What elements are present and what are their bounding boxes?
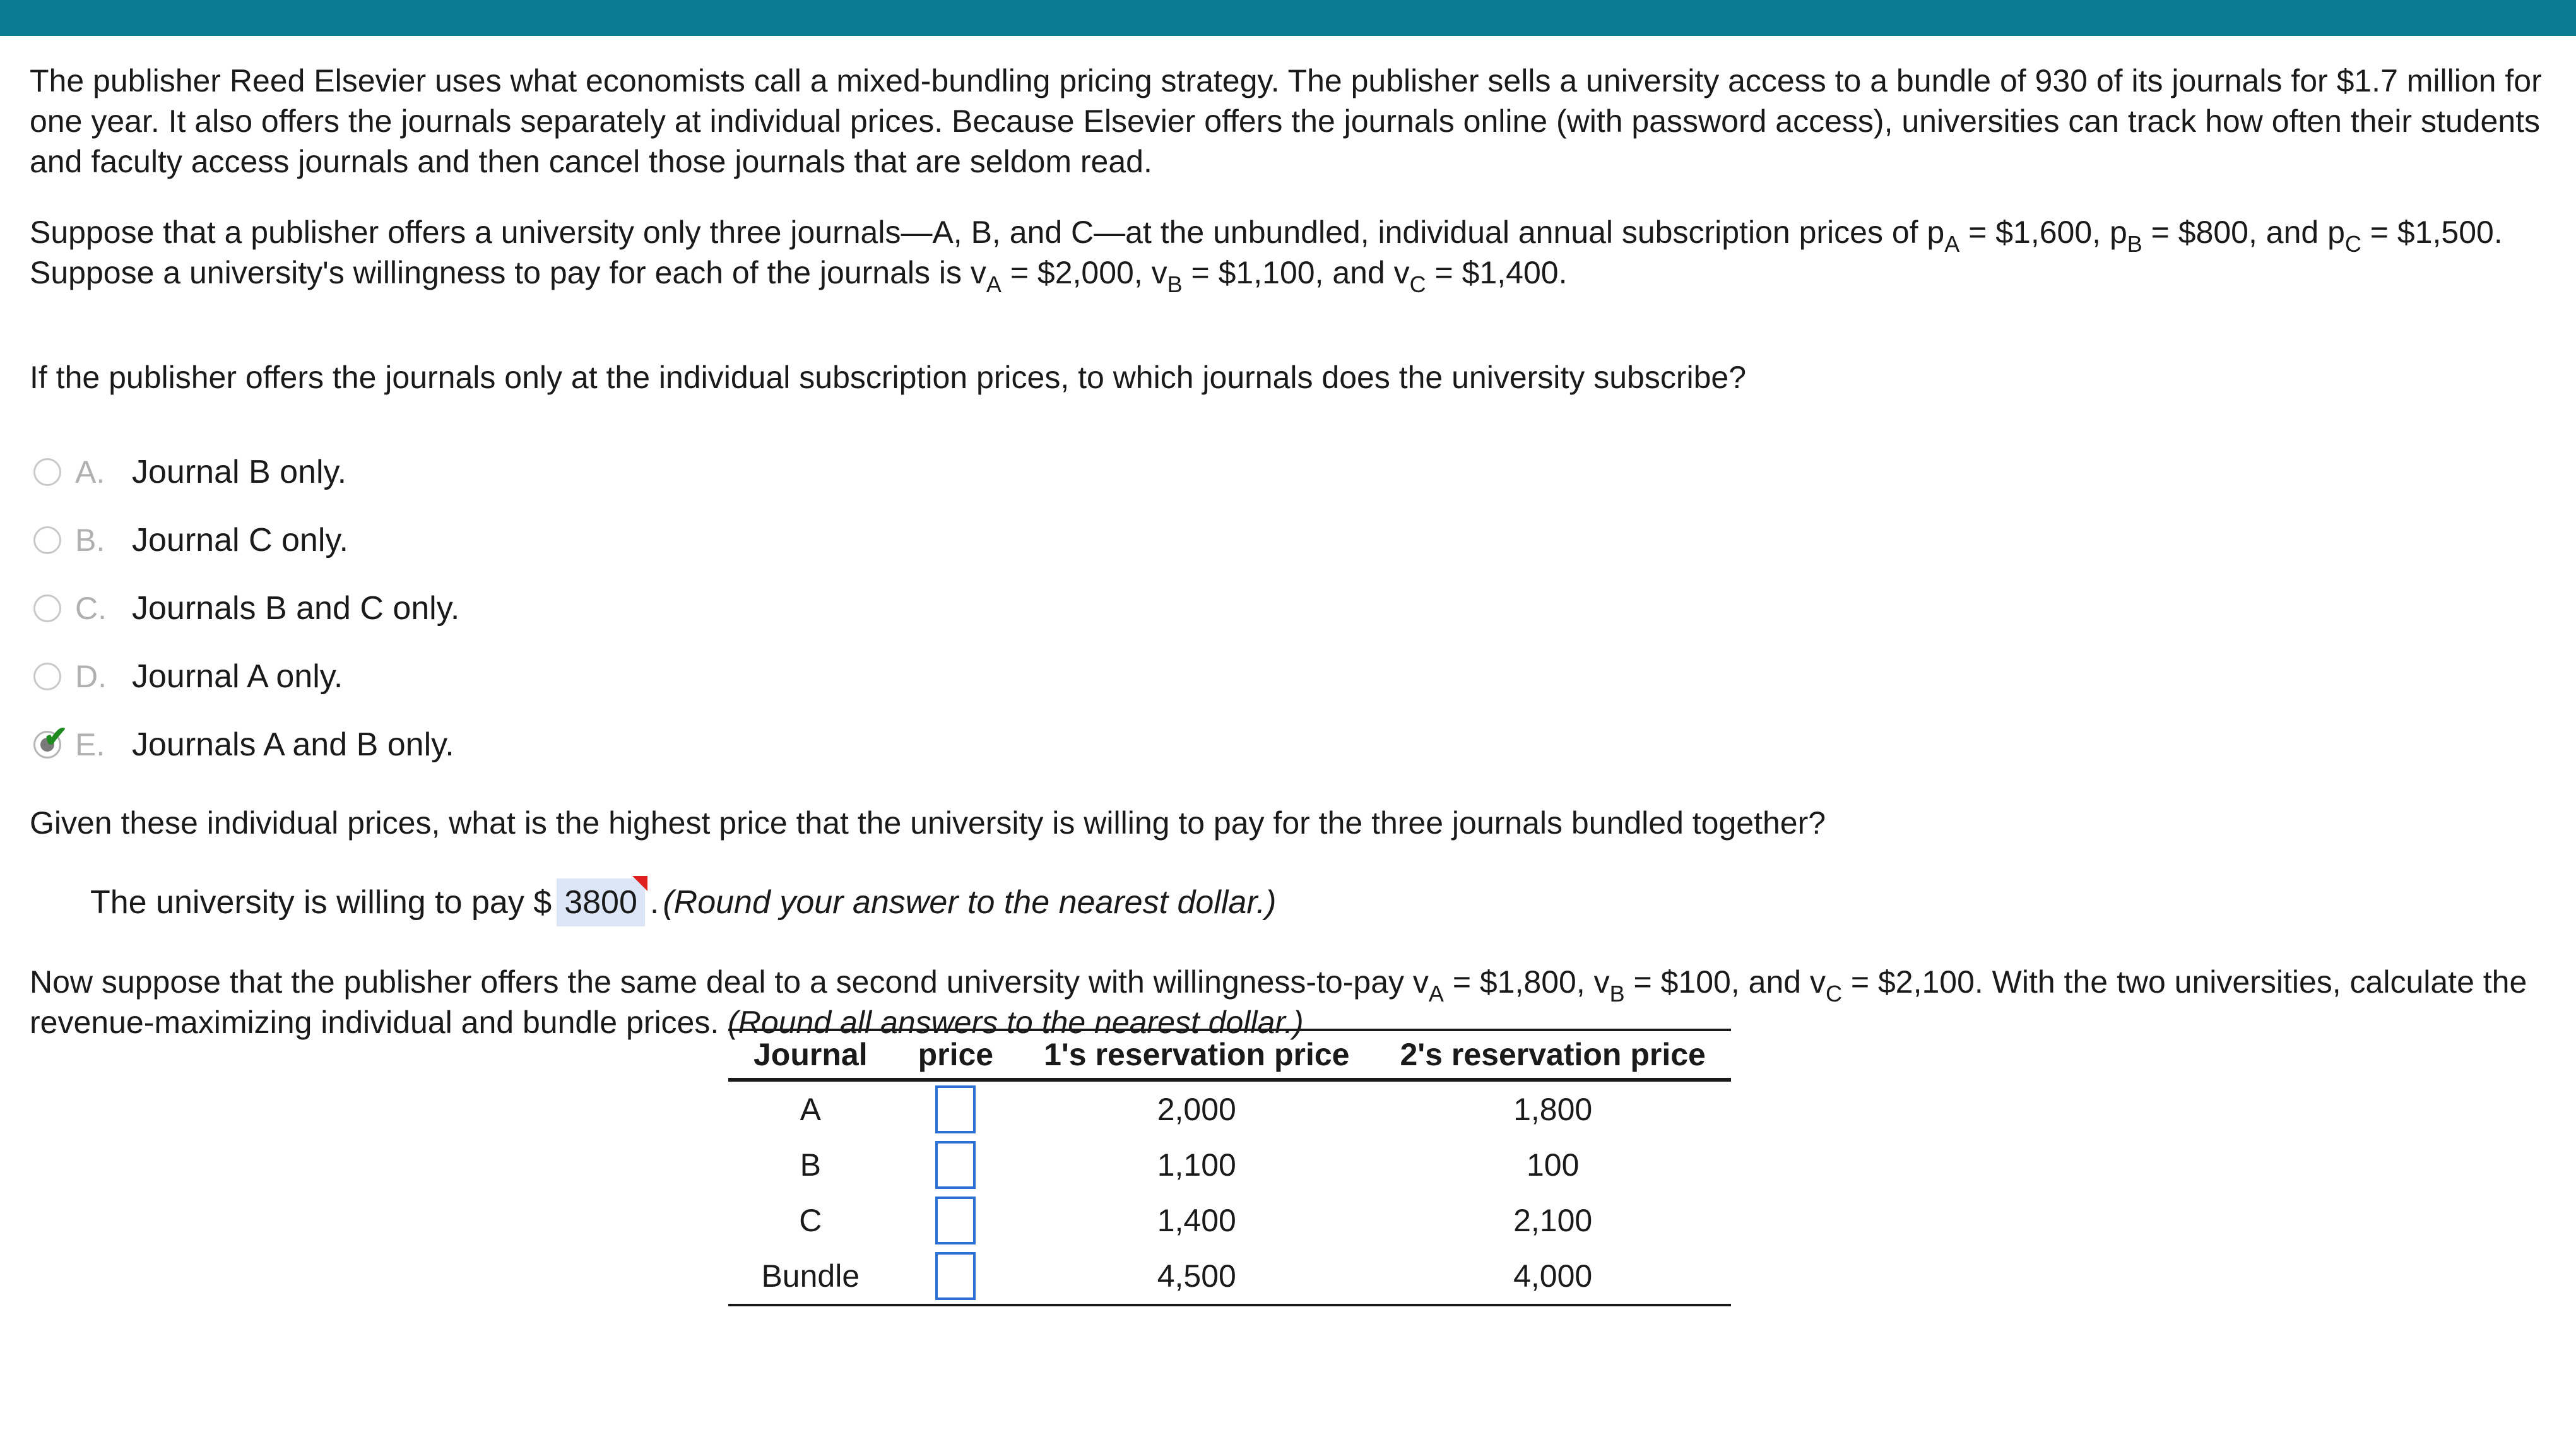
option-text: Journals B and C only. — [132, 590, 460, 627]
radio-button[interactable] — [33, 663, 61, 690]
reservation-2-cell: 1,800 — [1513, 1092, 1593, 1127]
reservation-1-cell: 1,100 — [1157, 1147, 1236, 1183]
option-letter: A. — [75, 454, 105, 490]
option-letter: E. — [75, 727, 105, 762]
price-cell — [893, 1193, 1019, 1248]
journal-cell: Bundle — [728, 1248, 893, 1305]
option-d[interactable] — [33, 642, 459, 711]
reservation-1-cell: 2,000 — [1157, 1092, 1236, 1127]
price-cell — [893, 1080, 1019, 1137]
reservation-2-cell: 2,100 — [1513, 1203, 1593, 1238]
part-3-paragraph: Now suppose that the publisher offers the same deal to a second university with willingness-to-pay $v_A$ = $1,800, $v_B$ = $100, and $v_C$ = $2,100. With the two universities, calculate the revenue-maximizing individual and bundle prices. (Round all answers to the nearest dollar.) — [30, 964, 2527, 1040]
column-header: price — [893, 1030, 1019, 1080]
answer-note: (Round your answer to the nearest dollar.) — [663, 884, 1277, 921]
option-text: Journal B only. — [132, 454, 347, 490]
scenario-paragraph: Suppose that a publisher offers a university only three journals—A, B, and C—at the unbundled, individual annual subscription prices of $p_A$ = $1,600, $p_B$ = $800, and $p_C$ = $1,500. Suppose a university's willingness to pay for each of the journals is $v_A$ = $2,000, $v_B$ = $1,100, and $v_C$ = $1,400. — [30, 215, 2503, 297]
price-input-a[interactable] — [935, 1085, 976, 1133]
intro-paragraph: The publisher Reed Elsevier uses what economists call a mixed-bundling pricing strategy. The publisher sells a university access to a bundle of 930 of its journals for $1.7 million for one year. It also offers the journals separately at individual prices. Because Elsevier offers the journals online (with password access), universities can track how often their students and faculty access journals and then cancel those journals that are seldom read. — [30, 63, 2542, 179]
option-c[interactable] — [33, 574, 459, 642]
column-header: 1's reservation price — [1019, 1030, 1374, 1080]
price-cell — [893, 1248, 1019, 1305]
top-bar — [0, 0, 2576, 36]
option-text: Journals A and B only. — [132, 726, 454, 763]
column-header: 2's reservation price — [1374, 1030, 1730, 1080]
reservation-1-cell: 1,400 — [1157, 1203, 1236, 1238]
table-row — [728, 1248, 1731, 1305]
question-1: If the publisher offers the journals only at the individual subscription prices, to which journals does the university subscribe? — [30, 360, 1746, 395]
answer-tail: . — [649, 884, 659, 921]
price-input-c[interactable] — [935, 1197, 976, 1244]
option-text: Journal C only. — [132, 522, 348, 558]
option-letter: B. — [75, 523, 105, 558]
table-row — [728, 1080, 1731, 1137]
column-header: Journal — [728, 1030, 893, 1080]
checkmark-icon: ✔ — [44, 720, 68, 753]
answer-input[interactable]: 3800 — [557, 878, 645, 926]
price-input-bundle[interactable] — [935, 1252, 976, 1300]
option-a[interactable] — [33, 438, 459, 506]
option-letter: C. — [75, 591, 107, 626]
reservation-2-cell: 4,000 — [1374, 1248, 1730, 1305]
answer-2-line — [90, 878, 1276, 926]
pricing-table — [728, 1029, 1731, 1306]
reservation-1-cell: 4,500 — [1019, 1248, 1374, 1305]
answer-lead: The university is willing to pay $ — [90, 884, 552, 921]
radio-button[interactable] — [33, 594, 61, 622]
table-row — [728, 1193, 1731, 1248]
option-e[interactable] — [33, 711, 459, 779]
radio-button[interactable] — [33, 526, 61, 554]
option-letter: D. — [75, 659, 107, 694]
option-b[interactable] — [33, 506, 459, 574]
table-header-row — [728, 1030, 1731, 1080]
table-row — [728, 1137, 1731, 1193]
answer-options — [33, 438, 459, 779]
reservation-2-cell: 100 — [1526, 1147, 1580, 1183]
option-text: Journal A only. — [132, 658, 343, 695]
price-cell — [893, 1137, 1019, 1193]
journal-cell: B — [800, 1147, 821, 1183]
radio-button[interactable] — [33, 458, 61, 486]
question-2: Given these individual prices, what is the highest price that the university is willing to pay for the three journals bundled together? — [30, 805, 1826, 841]
price-input-b[interactable] — [935, 1141, 976, 1189]
journal-cell: A — [800, 1092, 821, 1127]
part-3-note: (Round all answers to the nearest dollar.) — [728, 1005, 1304, 1040]
journal-cell: C — [799, 1203, 822, 1238]
